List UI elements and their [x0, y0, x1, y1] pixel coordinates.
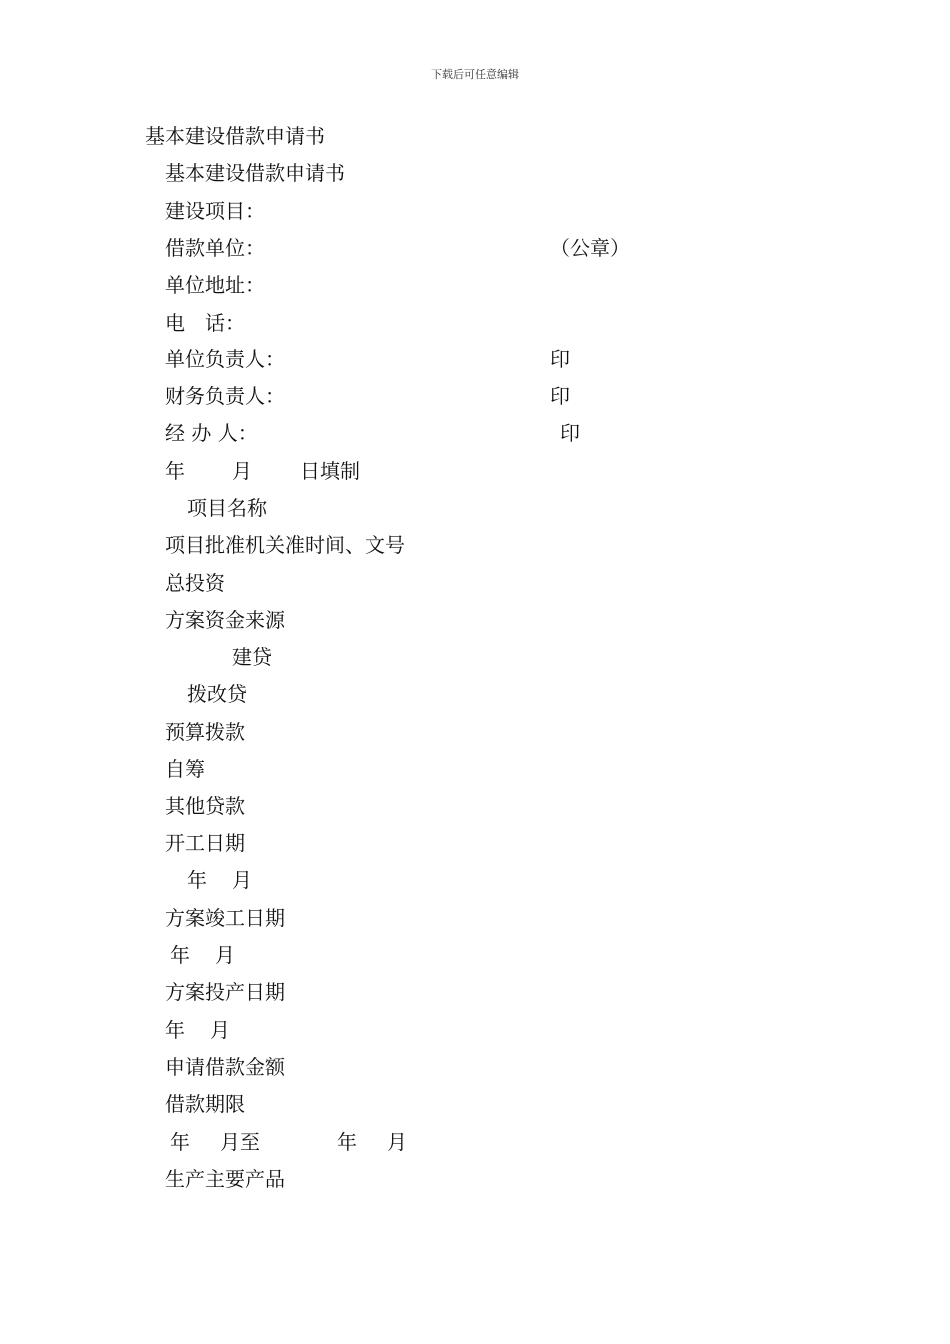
unit-head-seal: 印 — [550, 347, 570, 371]
completion-date-row — [170, 943, 370, 967]
finance-head-seal: 印 — [550, 384, 570, 408]
loan-term-label: 借款期限 — [165, 1092, 245, 1116]
project-name-label: 项目名称 — [187, 496, 267, 520]
fund-source-label: 方案资金来源 — [165, 608, 285, 632]
production-date-label: 方案投产日期 — [165, 980, 285, 1004]
completion-date-label: 方案竣工日期 — [165, 906, 285, 930]
construction-loan-label: 建贷 — [232, 645, 272, 669]
production-date-row — [165, 1018, 365, 1042]
start-month: 月 — [232, 868, 252, 892]
subtitle: 基本建设借款申请书 — [165, 161, 345, 185]
start-date-label: 开工日期 — [165, 831, 245, 855]
completion-year: 年 — [170, 943, 190, 967]
borrower-row — [165, 236, 865, 260]
handler-label: 经 办 人： — [165, 421, 258, 445]
fill-day: 日填制 — [300, 459, 360, 483]
loan-term-row — [170, 1130, 570, 1154]
handler-row — [165, 421, 865, 445]
unit-head-row — [165, 347, 865, 371]
budget-allocation-label: 预算拨款 — [165, 720, 245, 744]
unit-head-label: 单位负责人： — [165, 347, 285, 371]
production-year: 年 — [165, 1018, 185, 1042]
seal-note: （公章） — [550, 236, 630, 260]
page-header: 下载后可任意编辑 — [431, 68, 519, 81]
loan-amount-label: 申请借款金额 — [165, 1055, 285, 1079]
fill-date-row — [165, 459, 865, 483]
fill-year: 年 — [165, 459, 185, 483]
term-year-2: 年 — [337, 1130, 357, 1154]
borrower-field-label: 借款单位： — [165, 236, 265, 260]
address-field-label: 单位地址： — [165, 273, 265, 297]
approval-label: 项目批准机关准时间、文号 — [165, 533, 405, 557]
reform-loan-label: 拨改贷 — [187, 682, 247, 706]
term-year-1: 年 — [170, 1130, 190, 1154]
production-month: 月 — [210, 1018, 230, 1042]
handler-seal: 印 — [560, 421, 580, 445]
project-field-label: 建设项目： — [165, 199, 265, 223]
self-raised-label: 自筹 — [165, 757, 205, 781]
term-month-to: 月至 — [220, 1130, 260, 1154]
term-month-2: 月 — [387, 1130, 407, 1154]
finance-head-label: 财务负责人： — [165, 384, 285, 408]
fill-month: 月 — [232, 459, 252, 483]
document-title: 基本建设借款申请书 — [145, 124, 325, 148]
total-investment-label: 总投资 — [165, 571, 225, 595]
main-products-label: 生产主要产品 — [165, 1167, 285, 1191]
start-date-row — [187, 868, 387, 892]
completion-month: 月 — [215, 943, 235, 967]
start-year: 年 — [187, 868, 207, 892]
finance-head-row — [165, 384, 865, 408]
phone-field-label: 电 话： — [165, 311, 245, 335]
other-loans-label: 其他贷款 — [165, 794, 245, 818]
